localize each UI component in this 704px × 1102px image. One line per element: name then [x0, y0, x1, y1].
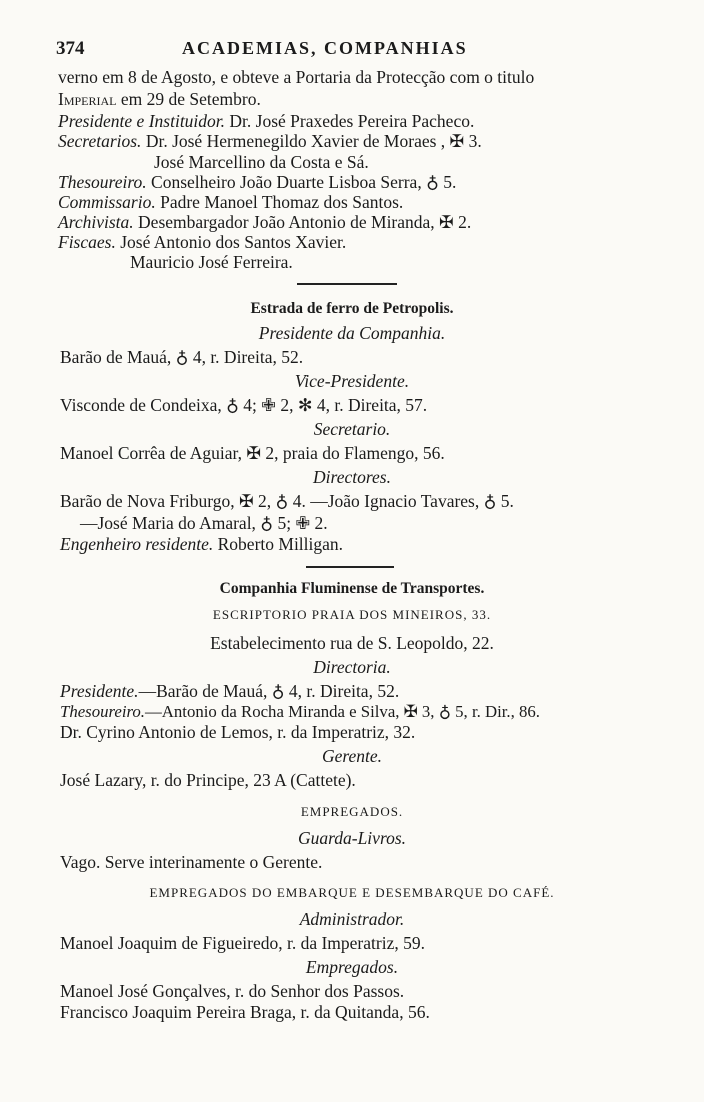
imperial-smallcaps: Imperial: [58, 89, 117, 109]
running-title: ACADEMIAS, COMPANHIAS: [182, 38, 468, 58]
fluminense-guarda-heading: Guarda-Livros.: [297, 828, 407, 848]
petropolis-vice-line: Visconde de Condeixa, ♁ 4; ✙ 2, ✻ 4, r. Direita, 57.: [60, 395, 428, 415]
thesoureiro-label: Thesoureiro.: [58, 172, 147, 192]
petropolis-presidente-heading: Presidente da Companhia.: [258, 323, 446, 343]
archivista-entry: [58, 211, 704, 233]
fluminense-empregado-2: Francisco Joaquim Pereira Braga, r. da Quitanda, 56.: [60, 1002, 430, 1022]
fluminense-guarda-line: Vago. Serve interinamente o Gerente.: [60, 852, 323, 872]
secretarios-label: Secretarios.: [58, 131, 142, 151]
presidente-instituidor-entry: [58, 110, 704, 132]
engenheiro-label: Engenheiro residente.: [60, 534, 214, 554]
fluminense-presidente-label: Presidente.: [60, 681, 139, 701]
secretarios-text: Dr. José Hermenegildo Xavier de Moraes , ✠ 3.: [141, 131, 482, 151]
page-number: 374: [56, 38, 85, 59]
secretarios-line-2: José Marcellino da Costa e Sá.: [154, 152, 369, 172]
intro-line-2: [58, 88, 704, 110]
fluminense-gerente-heading: Gerente.: [321, 746, 383, 766]
fluminense-empregados2-heading: Empregados.: [305, 957, 399, 977]
fluminense-title: Companhia Fluminense de Transportes.: [219, 580, 485, 597]
fluminense-administrador-line: Manoel Joaquim de Figueiredo, r. da Imperatriz, 59.: [60, 933, 425, 953]
petropolis-vice-heading: Vice-Presidente.: [294, 371, 410, 391]
archivista-label: Archivista.: [58, 212, 134, 232]
archivista-text: Desembargador João Antonio de Miranda, ✠ 2.: [133, 212, 472, 232]
fluminense-gerente-line: José Lazary, r. do Principe, 23 A (Cattete).: [60, 770, 356, 790]
fluminense-escriptorio: ESCRIPTORIO PRAIA DOS MINEIROS, 33.: [212, 607, 492, 622]
petropolis-secretario-line: Manoel Corrêa de Aguiar, ✠ 2, praia do Flamengo, 56.: [60, 443, 445, 463]
petropolis-engenheiro-entry: [60, 533, 704, 555]
section-divider: [306, 566, 394, 568]
intro-line-1: verno em 8 de Agosto, e obteve a Portaria da Protecção com o titulo: [58, 67, 535, 87]
fluminense-thesoureiro-text: —Antonio da Rocha Miranda e Silva, ✠ 3, ♁ 5, r. Dir., 86.: [145, 702, 540, 721]
commissario-entry: [58, 191, 704, 213]
fiscaes-line-2: Mauricio José Ferreira.: [130, 252, 293, 272]
fluminense-directoria-heading: Directoria.: [313, 657, 391, 677]
intro-line-2-rest: em 29 de Setembro.: [116, 89, 261, 109]
fluminense-presidente-text: —Barão de Mauá, ♁ 4, r. Direita, 52.: [138, 681, 400, 701]
fiscaes-entry: [58, 231, 704, 253]
presidente-instituidor-text: Dr. José Praxedes Pereira Pacheco.: [225, 111, 475, 131]
presidente-instituidor-label: Presidente e Instituidor.: [58, 111, 226, 131]
fiscaes-label: Fiscaes.: [58, 232, 116, 252]
fluminense-presidente-entry: [60, 680, 704, 702]
fluminense-embarque-heading: EMPREGADOS DO EMBARQUE E DESEMBARQUE DO CAFÉ.: [149, 885, 555, 900]
fluminense-empregados-heading: EMPREGADOS.: [300, 804, 404, 819]
petropolis-presidente-line: Barão de Mauá, ♁ 4, r. Direita, 52.: [60, 347, 304, 367]
commissario-text: Padre Manoel Thomaz dos Santos.: [155, 192, 404, 212]
thesoureiro-text: Conselheiro João Duarte Lisboa Serra, ♁ 5.: [146, 172, 457, 192]
fluminense-estabelecimento: Estabelecimento rua de S. Leopoldo, 22.: [210, 633, 494, 653]
fluminense-thesoureiro-label: Thesoureiro.: [60, 702, 145, 721]
fiscaes-text: José Antonio dos Santos Xavier.: [115, 232, 347, 252]
petropolis-directores-line-2: —José Maria do Amaral, ♁ 5; ✙ 2.: [80, 513, 328, 533]
commissario-label: Commissario.: [58, 192, 156, 212]
petropolis-title: Estrada de ferro de Petropolis.: [250, 300, 454, 317]
secretarios-entry: [58, 130, 704, 152]
petropolis-secretario-heading: Secretario.: [313, 419, 391, 439]
petropolis-directores-heading: Directores.: [313, 467, 391, 487]
engenheiro-text: Roberto Milligan.: [213, 534, 344, 554]
fluminense-dr-line: Dr. Cyrino Antonio de Lemos, r. da Imperatriz, 32.: [60, 722, 416, 742]
petropolis-directores-line-1: Barão de Nova Friburgo, ✠ 2, ♁ 4. —João Ignacio Tavares, ♁ 5.: [60, 491, 514, 511]
fluminense-thesoureiro-entry: [60, 701, 704, 723]
fluminense-administrador-heading: Administrador.: [299, 909, 405, 929]
section-divider: [297, 283, 397, 285]
thesoureiro-entry: [58, 171, 704, 193]
fluminense-empregado-1: Manoel José Gonçalves, r. do Senhor dos Passos.: [60, 981, 405, 1001]
